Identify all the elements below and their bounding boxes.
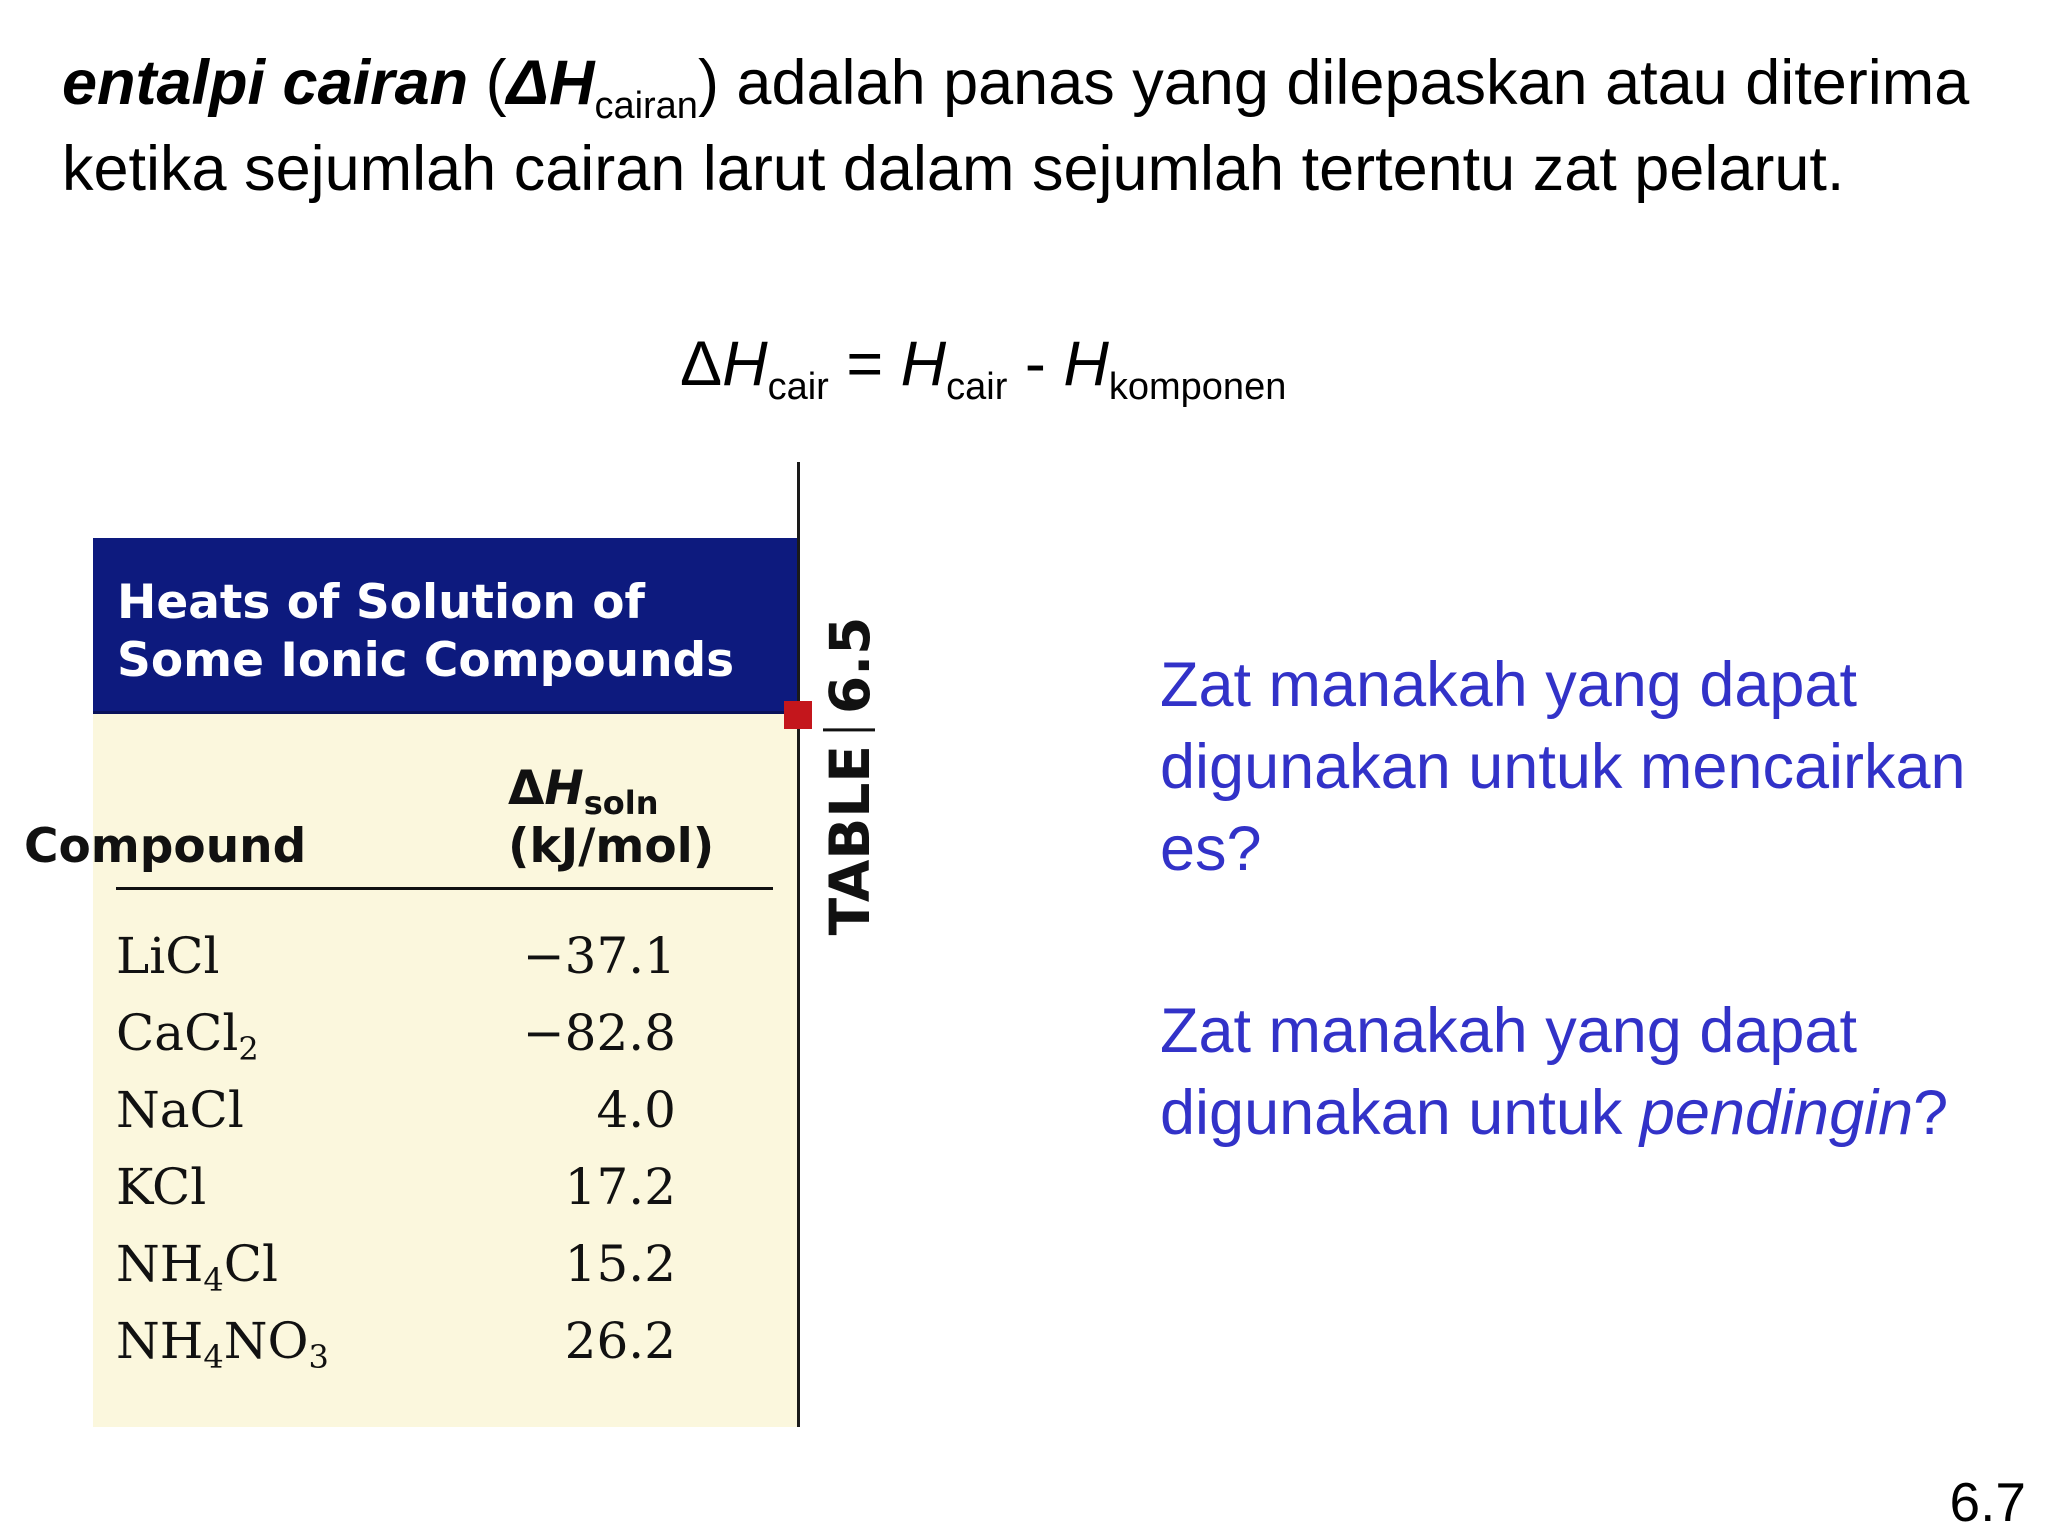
column-header-value — [508, 760, 714, 876]
formula-sub1: cair — [767, 366, 829, 408]
red-corner-marker — [784, 701, 812, 729]
table-tag-separator — [823, 728, 875, 731]
table-row — [116, 1072, 676, 1149]
table-tag-label: TABLE — [818, 745, 882, 936]
column-header-unit: (kJ/mol) — [508, 819, 715, 874]
formula-h2: H — [900, 329, 947, 399]
value-cell: 26.2 — [564, 1312, 676, 1370]
compound-part-a: NH — [116, 1312, 204, 1370]
question2-line2-italic: pendingin — [1639, 1078, 1914, 1148]
value-cell: −37.1 — [522, 927, 676, 985]
value-cell: 4.0 — [596, 1081, 676, 1139]
compound-subscript-2: 3 — [308, 1338, 329, 1376]
value-cell: 17.2 — [564, 1158, 676, 1216]
table-title-line1: Heats of Solution of — [117, 575, 645, 630]
table-row — [116, 1303, 676, 1380]
column-header-h: H — [544, 761, 584, 816]
table-title-line2: Some Ionic Compounds — [117, 633, 735, 688]
question1-line1: Zat manakah yang dapat — [1160, 650, 1857, 720]
compound-cell: KCl — [116, 1158, 207, 1216]
enthalpy-formula — [680, 328, 1287, 408]
compound-part-b: Cl — [223, 1235, 278, 1293]
defined-term: entalpi cairan — [62, 48, 469, 118]
enthalpy-symbol-subscript: cairan — [594, 85, 698, 127]
compound-subscript: 4 — [203, 1261, 224, 1299]
question2-line2 — [1160, 1072, 1948, 1154]
column-header-delta: Δ — [508, 761, 545, 816]
column-header-sub: soln — [583, 784, 659, 822]
formula-equals: = — [828, 329, 901, 399]
value-cell: −82.8 — [522, 1004, 676, 1062]
table-header-rule — [116, 887, 773, 890]
question-melting-ice — [1160, 644, 1966, 890]
formula-minus: - — [1007, 329, 1064, 399]
compound-cell — [116, 995, 259, 1072]
question1-line3: es? — [1160, 814, 1262, 884]
compound-part-b: NO — [223, 1312, 309, 1370]
table-number-tag — [818, 617, 882, 936]
question2-line1: Zat manakah yang dapat — [1160, 996, 1857, 1066]
formula-h3: H — [1063, 329, 1109, 399]
compound-subscript: 2 — [238, 1030, 259, 1068]
table-title — [117, 574, 734, 690]
compound-cell: NaCl — [116, 1081, 244, 1139]
question1-line2: digunakan untuk mencairkan — [1160, 732, 1966, 802]
column-header-value-symbol — [508, 760, 714, 822]
table-divider-line — [797, 462, 800, 1427]
table-row — [116, 1226, 676, 1303]
table-tag-number: 6.5 — [818, 616, 882, 715]
question2-line2-post: ? — [1913, 1078, 1949, 1148]
question2-line2-pre: digunakan untuk — [1160, 1078, 1640, 1148]
table-row — [116, 918, 676, 995]
intro-paragraph — [62, 40, 2002, 212]
formula-sub2: cair — [946, 366, 1008, 408]
value-cell: 15.2 — [564, 1235, 676, 1293]
compound-cell — [116, 1226, 278, 1303]
slide-number: 6.7 — [1949, 1471, 2026, 1533]
table-row — [116, 1149, 676, 1226]
column-header-compound: Compound — [24, 819, 307, 874]
compound-main: CaCl — [116, 1004, 239, 1062]
formula-h1: H — [722, 329, 768, 399]
table-rows — [116, 918, 676, 1380]
open-paren: ( — [468, 48, 507, 118]
formula-delta: Δ — [680, 329, 723, 399]
definition-text: ) adalah panas yang dilepaskan atau diterima ketika sejumlah cairan larut dalam sejumlah tertentu zat pelarut. — [62, 48, 1970, 204]
compound-subscript: 4 — [203, 1338, 224, 1376]
compound-cell: LiCl — [116, 927, 220, 985]
table-row — [116, 995, 676, 1072]
table-header-band — [93, 538, 797, 714]
compound-cell — [116, 1303, 329, 1380]
question-coolant — [1160, 990, 1948, 1154]
compound-part-a: NH — [116, 1235, 204, 1293]
formula-sub3: komponen — [1108, 366, 1287, 408]
enthalpy-symbol: ΔH — [506, 48, 595, 118]
